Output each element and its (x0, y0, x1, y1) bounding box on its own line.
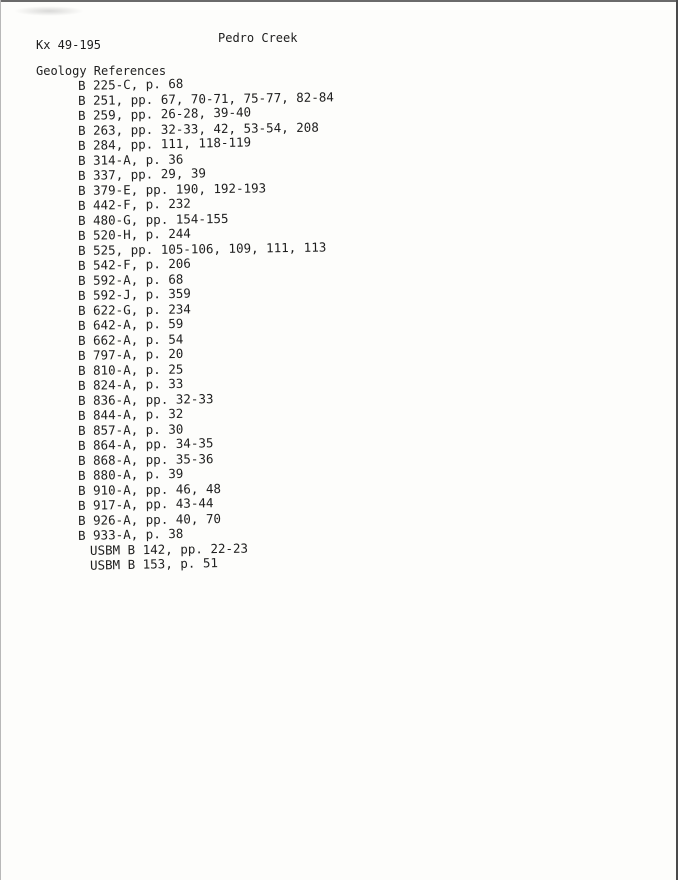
reference-item: B 810-A, p. 25 (77, 361, 184, 378)
reference-item: B 379-E, pp. 190, 192-193 (77, 180, 267, 198)
reference-item: B 797-A, p. 20 (77, 345, 184, 363)
reference-item: B 592-A, p. 68 (77, 271, 184, 288)
reference-item: B 225-C, p. 68 (77, 75, 184, 93)
reference-item: B 263, pp. 32-33, 42, 53-54, 208 (77, 119, 319, 138)
reference-item: B 844-A, p. 32 (77, 405, 184, 423)
reference-item: B 836-A, pp. 32-33 (77, 391, 214, 408)
scan-smudge (14, 6, 84, 16)
reference-item: B 868-A, pp. 35-36 (77, 451, 214, 468)
reference-item: B 910-A, pp. 46, 48 (77, 481, 222, 498)
reference-item: B 314-A, p. 36 (77, 151, 184, 168)
reference-item: USBM B 142, pp. 22-23 (89, 540, 249, 558)
reference-list (77, 75, 334, 573)
reference-item: B 337, pp. 29, 39 (77, 165, 207, 183)
reference-item: B 259, pp. 26-28, 39-40 (77, 104, 252, 123)
reference-item: B 442-F, p. 232 (77, 195, 192, 213)
reference-item: B 824-A, p. 33 (77, 375, 184, 393)
reference-item: B 662-A, p. 54 (77, 331, 184, 348)
reference-item: B 642-A, p. 59 (77, 315, 184, 333)
reference-item: B 525, pp. 105-106, 109, 111, 113 (77, 239, 327, 258)
reference-item: USBM B 153, p. 51 (89, 555, 219, 573)
page-edge-top (0, 0, 678, 2)
page-title: Pedro Creek (218, 31, 298, 45)
reference-item: B 520-H, p. 244 (77, 225, 192, 243)
card-id: Kx 49-195 (36, 38, 102, 52)
reference-item: B 622-G, p. 234 (77, 301, 191, 318)
reference-item: B 251, pp. 67, 70-71, 75-77, 82-84 (77, 89, 334, 108)
reference-item: B 542-F, p. 206 (77, 255, 192, 273)
reference-item: B 917-A, pp. 43-44 (77, 495, 214, 513)
reference-item: B 857-A, p. 30 (77, 421, 184, 438)
reference-item: B 933-A, p. 38 (77, 525, 184, 543)
reference-item: B 480-G, pp. 154-155 (77, 210, 229, 228)
reference-item: B 926-A, pp. 40, 70 (77, 511, 222, 528)
page-edge-left (0, 0, 1, 880)
section-heading: Geology References (36, 64, 167, 78)
reference-item: B 284, pp. 111, 118-119 (77, 134, 252, 153)
reference-item: B 864-A, pp. 34-35 (77, 435, 214, 453)
reference-item: B 592-J, p. 359 (77, 285, 192, 303)
reference-item: B 880-A, p. 39 (77, 465, 184, 483)
